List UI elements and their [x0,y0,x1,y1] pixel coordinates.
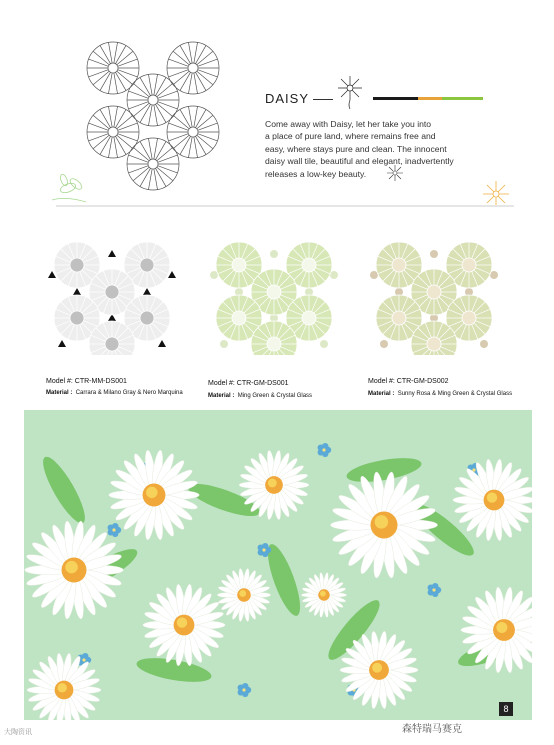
petal-line [93,135,109,148]
daisy-tile-center [462,258,476,272]
daisy-tile-center [140,258,154,272]
daisy-outline-center [188,63,198,73]
petal-line [158,166,178,173]
filler-triangle [108,250,116,257]
petal-line [158,91,178,98]
description-line: easy, where stays pure and clean. The innocent [265,143,447,154]
petal-line [158,102,178,109]
daisy-tile-center [392,258,406,272]
daisy-center-highlight [58,683,67,692]
petal-line [140,77,151,95]
petal-line [198,59,218,66]
banner-divider [56,205,514,207]
daisy-center-highlight [65,561,77,573]
petal-line [180,45,191,63]
daisy-tile-center [70,311,84,325]
daisy-outline-center [188,127,198,137]
petal-line [108,73,112,94]
petal-line [169,59,189,66]
blue-petal [262,543,268,549]
product-tile-image [364,240,504,355]
daisy-center-highlight [487,492,497,502]
petal-line [158,155,178,162]
blue-petal [112,523,118,529]
petal-line [133,167,149,180]
daisy-tile-center [427,337,441,351]
petal-line [188,73,192,94]
filler-triangle [73,288,81,295]
filler-triangle [143,288,151,295]
petal-line [108,137,112,158]
petal-line [154,138,158,159]
petal-line [116,109,127,127]
filler-dot [270,250,278,258]
petal-line [194,137,198,158]
petal-line [198,123,218,130]
daisy-center-highlight [375,515,389,529]
petal-line [118,70,138,77]
petal-line [173,71,189,84]
product-tile-image [42,240,182,355]
petal-line [156,168,167,186]
filler-dot [220,340,228,348]
product-ctr-mm-ds001 [42,240,182,355]
petal-line [117,71,133,84]
daisy-center-highlight [320,591,326,597]
title-dash [313,99,333,100]
petal-line [154,74,158,95]
petal-line [89,123,109,130]
petal-line [93,51,109,64]
material-line [46,390,183,396]
petal-line [169,70,189,77]
daisy-tile-center [70,258,84,272]
petal-line [148,169,152,190]
petal-line [194,106,198,127]
daisy-center-highlight [239,590,246,597]
petal-line [154,169,158,190]
daisy-tile-center [392,311,406,325]
petal-line [148,74,152,95]
stripe-green [442,97,483,100]
material-label: Material : [46,390,73,396]
petal-line [116,45,127,63]
model-number: Model #: CTR-GM-DS002 [368,378,449,385]
blue-petal [82,653,88,659]
product-ctr-gm-ds001 [204,240,344,355]
petal-line [100,45,111,63]
daisy-tile-center [267,285,281,299]
model-number: Model #: CTR-MM-DS001 [46,378,127,385]
petal-line [198,70,218,77]
green-flower-decoration [46,170,106,210]
daisy-outline-center [108,127,118,137]
material-label: Material : [368,391,395,397]
blue-center [242,688,245,691]
petal-line [108,106,112,127]
material-value: Sunny Rosa & Ming Green & Crystal Glass [397,391,513,397]
product-tile-image [204,240,344,355]
petal-line [114,42,118,63]
petal-line [196,109,207,127]
description-line: releases a low-key beauty. [265,168,367,179]
petal-line [133,83,149,96]
filler-dot [380,340,388,348]
blue-center [262,548,265,551]
petal-line [93,71,109,84]
petal-line [93,115,109,128]
daisy-outline-center [108,63,118,73]
daisy-tile-center [267,337,281,351]
petal-line [180,72,191,90]
filler-triangle [158,340,166,347]
petal-line [196,136,207,154]
filler-dot [480,340,488,348]
daisy-sketch-icon [335,74,365,110]
daisy-center-highlight [268,479,277,488]
orange-flower-decoration [476,178,516,214]
material-line [208,393,312,399]
petal-line [133,103,149,116]
petal-line [117,115,133,128]
daisy-tile-center [302,311,316,325]
small-daisy-doodle-icon [385,164,405,186]
daisy-center-highlight [146,487,157,498]
stripe-black [373,97,418,100]
daisy-tile-center [232,311,246,325]
stripe-orange [418,97,442,100]
model-number: Model #: CTR-GM-DS001 [208,380,289,387]
petal-line [89,70,109,77]
filler-dot [320,340,328,348]
filler-dot [430,250,438,258]
petal-line [173,51,189,64]
petal-line [173,135,189,148]
petal-line [133,147,149,160]
petal-line [188,106,192,127]
material-value: Carrara & Milano Gray & Nero Marquina [75,390,183,396]
blue-petal [322,443,328,449]
color-stripe [373,97,483,100]
petal-line [197,51,213,64]
description-line: Come away with Daisy, let her take you into [265,119,432,129]
material-line [368,391,512,397]
material-value: Ming Green & Crystal Glass [237,393,313,399]
description-line: daisy wall tile, beautiful and elegant, inadvertently [265,156,454,167]
petal-line [157,103,173,116]
petal-line [198,134,218,141]
petal-line [169,123,189,130]
daisy-tile-center [105,285,119,299]
description-line: a place of pure land, where remains free and [265,131,436,142]
petal-line [194,42,198,63]
daisy-outline-center [148,95,158,105]
description [265,118,495,180]
daisy-tile-center [105,337,119,351]
petal-line [180,109,191,127]
blue-center [432,588,435,591]
daisy-center-highlight [372,663,382,673]
filler-triangle [58,340,66,347]
petal-line [197,135,213,148]
petal-line [129,102,149,109]
petal-line [180,136,191,154]
footer-watermark-left: 大陶资讯 [4,729,32,736]
petal-line [129,166,149,173]
petal-line [140,104,151,122]
petal-line [196,72,207,90]
daisy-tile-center [462,311,476,325]
petal-line [194,73,198,94]
footer-watermark-right: 森特瑞马赛克 [402,724,462,735]
petal-line [116,136,127,154]
daisy-center-highlight [177,617,187,627]
daisy-outline-center [148,159,158,169]
blue-center [322,448,325,451]
petal-line [196,45,207,63]
petal-line [148,105,152,126]
petal-line [89,59,109,66]
petal-line [157,167,173,180]
daisy-tile-center [140,311,154,325]
title-row [265,90,495,110]
petal-line [116,72,127,90]
petal-line [118,59,138,66]
material-label: Material : [208,393,235,399]
petal-line [118,123,138,130]
petal-line [114,137,118,158]
petal-line [157,83,173,96]
petal-line [114,73,118,94]
petal-line [117,135,133,148]
petal-line [173,115,189,128]
daisy-tile-center [427,285,441,299]
petal-line [156,104,167,122]
daisy-tile-center [232,258,246,272]
petal-line [140,168,151,186]
petal-line [169,134,189,141]
petal-line [100,136,111,154]
blue-petal [242,683,248,689]
page-number: 8 [499,702,513,716]
petal-line [154,105,158,126]
petal-line [156,77,167,95]
petal-line [129,155,149,162]
petal-line [140,141,151,159]
daisy-center-highlight [496,622,507,633]
petal-line [118,134,138,141]
product-ctr-gm-ds002 [364,240,504,355]
petal-line [117,51,133,64]
petal-line [188,42,192,63]
daisy-tile-center [302,258,316,272]
petal-line [114,106,118,127]
petal-line [157,147,173,160]
petal-line [197,71,213,84]
petal-line [148,138,152,159]
petal-line [129,91,149,98]
petal-line [100,72,111,90]
petal-line [100,109,111,127]
petal-line [89,134,109,141]
petal-line [156,141,167,159]
page-title: DAISY [265,91,310,106]
petal-line [197,115,213,128]
daisy-pattern-illustration [24,410,532,720]
blue-petal [432,583,438,589]
blue-center [82,658,85,661]
petal-line [188,137,192,158]
blue-center [112,528,115,531]
petal-line [108,42,112,63]
